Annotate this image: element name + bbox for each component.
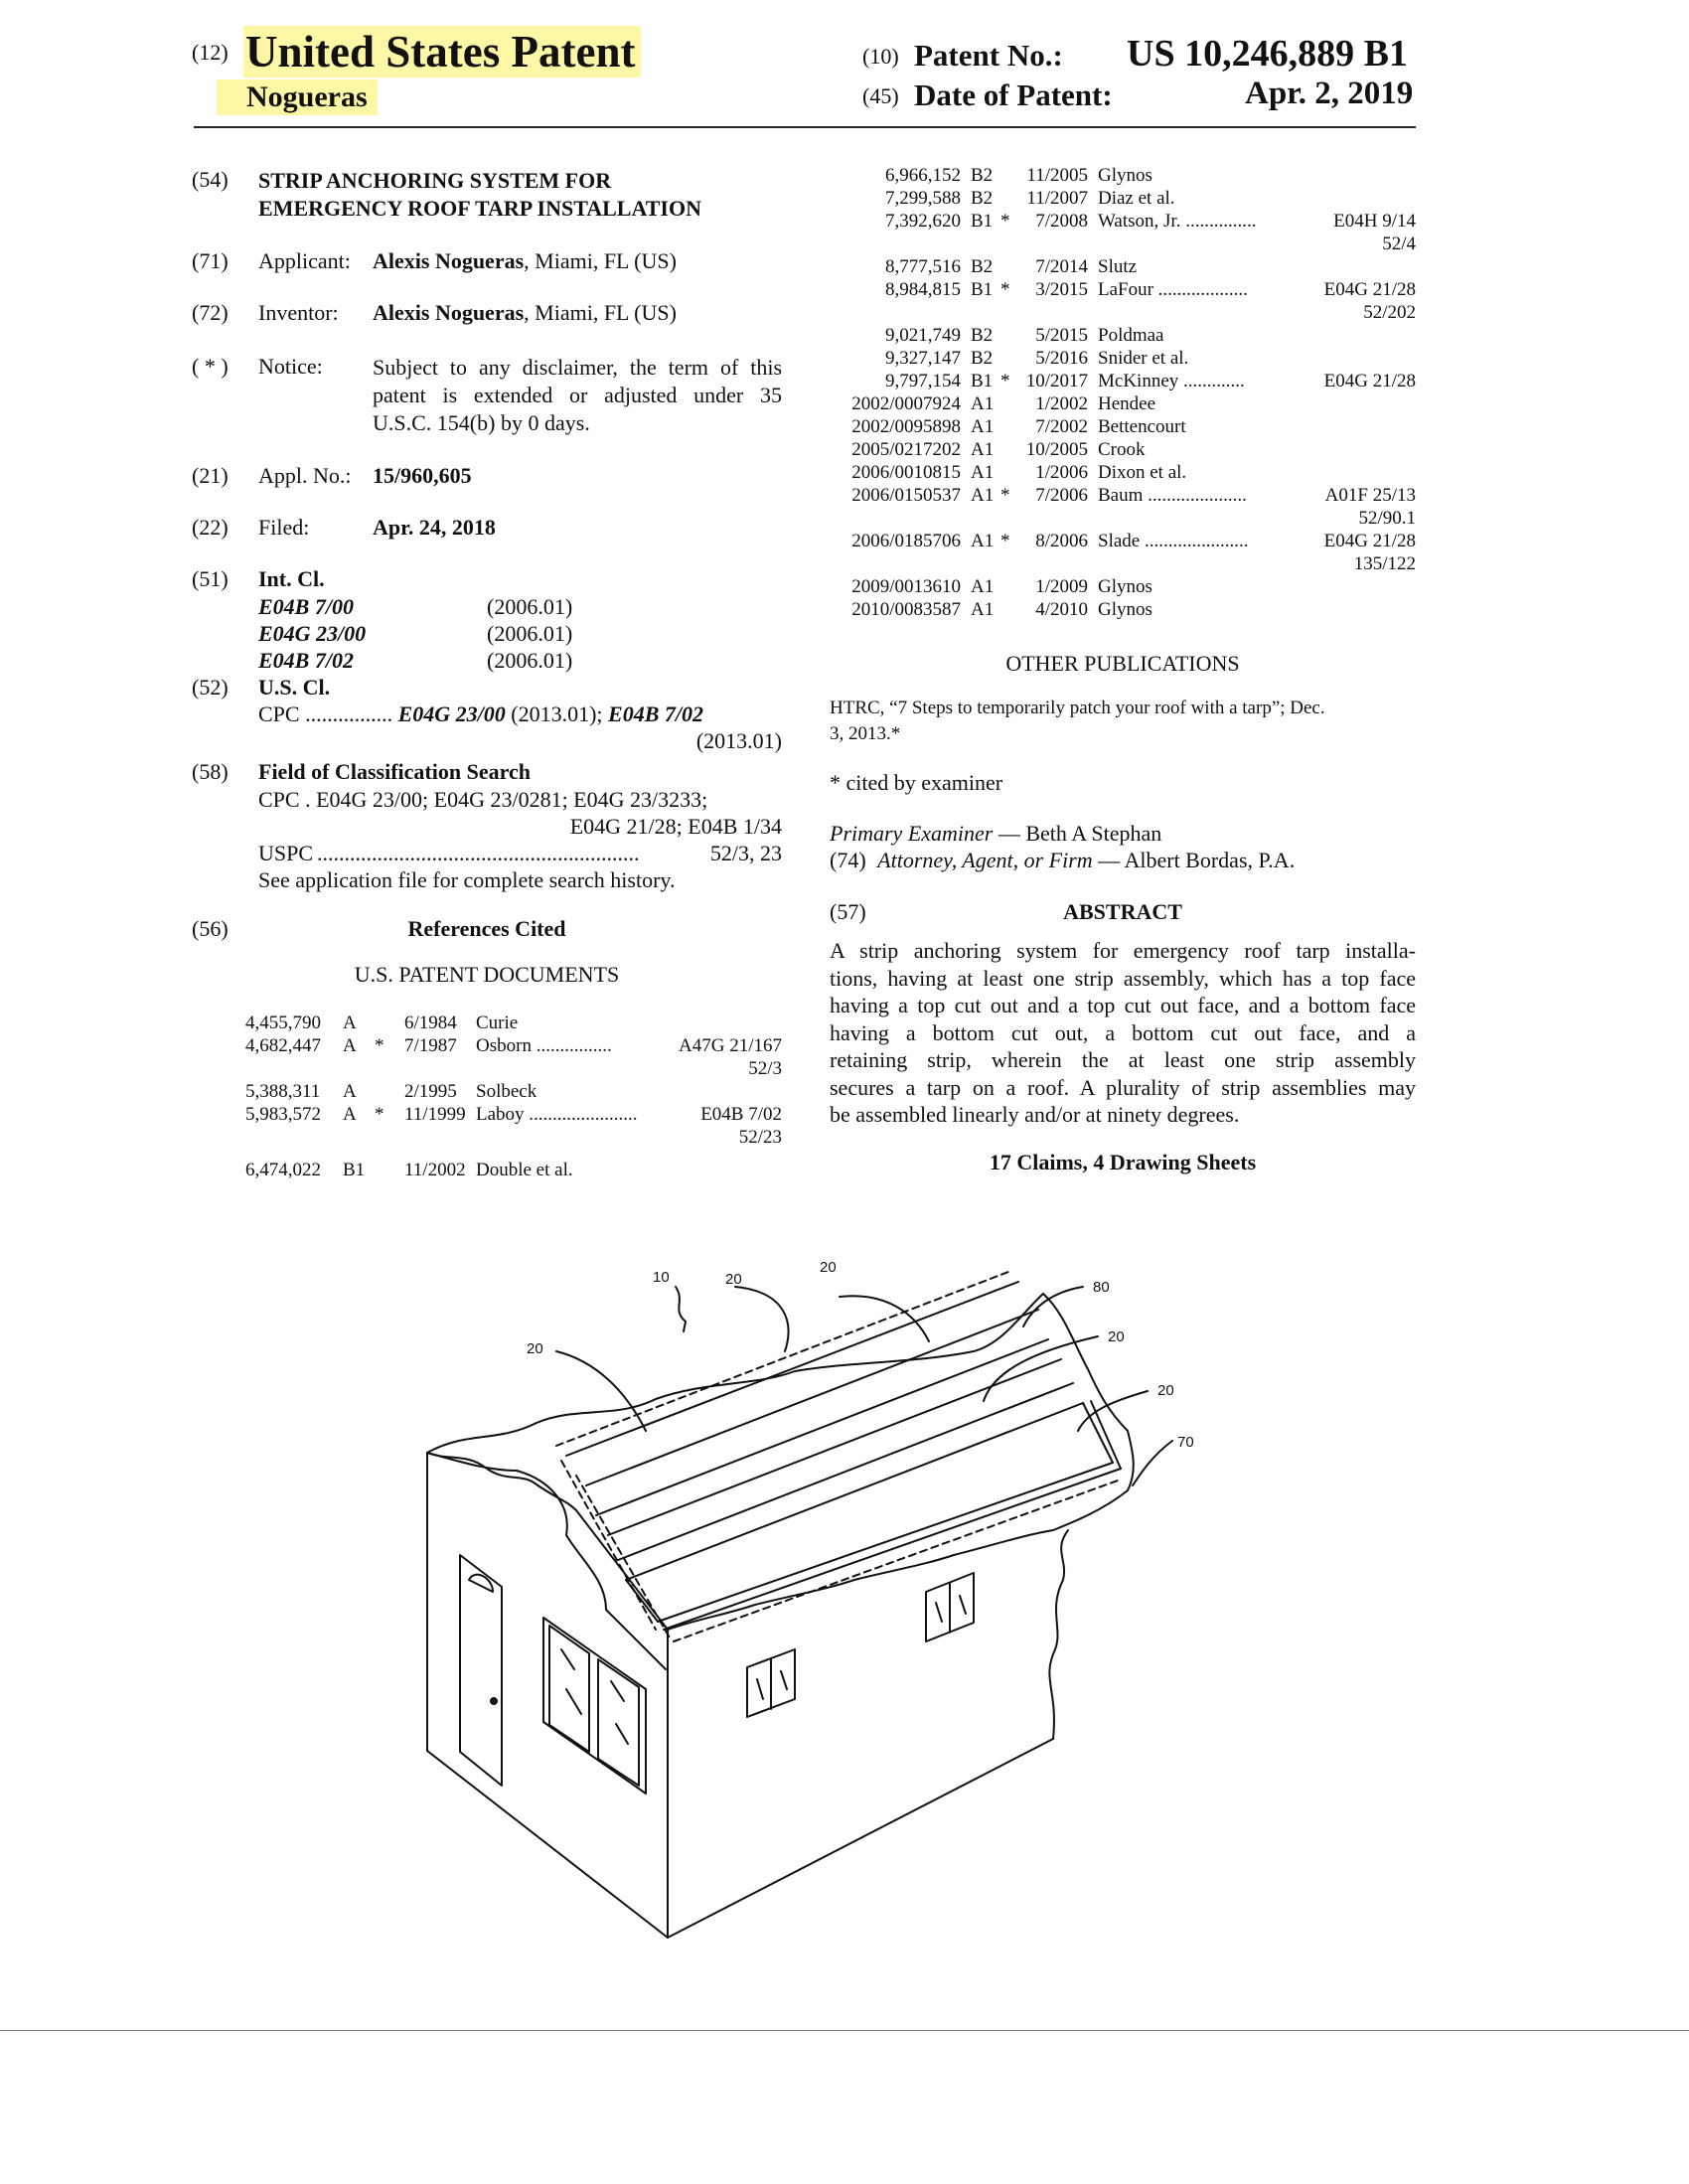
ref-date: 5/2016 xyxy=(1035,348,1088,369)
ref-date: 7/2008 xyxy=(1035,211,1088,232)
ref-kind: B1 xyxy=(343,1160,366,1180)
cpc-dots: ................ xyxy=(305,702,393,726)
intcl-code: (51) xyxy=(192,566,229,591)
leader-line xyxy=(1023,1287,1083,1326)
front-window-2 xyxy=(926,1573,974,1641)
ref-number: 7,299,588 xyxy=(885,188,961,209)
abstract-line: be assembled linearly and/or at ninety degrees. xyxy=(830,1102,1240,1127)
leader-line xyxy=(1078,1391,1148,1431)
ref-number: 5,388,311 xyxy=(245,1081,321,1102)
other-pub-line-2: 3, 2013.* xyxy=(830,723,901,744)
drawing-label: 20 xyxy=(820,1259,837,1276)
inventor-code: (72) xyxy=(192,300,229,325)
notice-label: Notice: xyxy=(258,354,323,379)
ref-name: Glynos xyxy=(1098,165,1152,186)
intcl-class: E04B 7/00 xyxy=(258,594,354,619)
uspc-label: USPC xyxy=(258,841,314,865)
ref-name: Slutz xyxy=(1098,256,1138,277)
ref-name: Poldmaa xyxy=(1098,325,1164,346)
cpc-class-2: E04B 7/02 xyxy=(608,702,704,726)
ref-kind: B2 xyxy=(971,188,994,209)
ref-number: 8,777,516 xyxy=(885,256,961,277)
intcl-class: E04G 23/00 xyxy=(258,621,367,646)
ref-kind: B2 xyxy=(971,348,994,369)
drawing-label: 70 xyxy=(1177,1434,1194,1451)
strip-line xyxy=(566,1282,1018,1456)
leader-line xyxy=(1133,1441,1172,1485)
ref-name: McKinney ............. xyxy=(1098,371,1245,391)
applicant-code: (71) xyxy=(192,248,229,273)
ref-name: Glynos xyxy=(1098,599,1152,620)
ref-date: 2/1995 xyxy=(404,1081,457,1102)
gable-edge-left xyxy=(427,1751,668,1938)
front-wall-right-edge xyxy=(1049,1530,1068,1739)
ref-date: 3/2015 xyxy=(1035,279,1088,300)
ref-name: Solbeck xyxy=(476,1081,537,1102)
tarp-dashed-eave xyxy=(674,1481,1118,1641)
intcl-version: (2006.01) xyxy=(487,594,573,619)
ref-name: Laboy ....................... xyxy=(476,1104,638,1125)
ref-date: 8/2006 xyxy=(1035,531,1088,551)
ref-name: Watson, Jr. ............... xyxy=(1098,211,1257,232)
refs-label: References Cited xyxy=(407,916,566,941)
title-code: (54) xyxy=(192,167,229,192)
window-frame xyxy=(543,1618,646,1794)
ref-kind: B2 xyxy=(971,256,994,277)
uspc-dots: ........................................................... xyxy=(317,841,640,865)
abstract-line: A strip anchoring system for emergency roof tarp installa- xyxy=(830,938,1416,963)
ref-subclass: 52/90.1 xyxy=(1358,508,1416,529)
strip-line xyxy=(586,1310,1038,1485)
intcl-version: (2006.01) xyxy=(487,621,573,646)
ref-subclass: 52/3 xyxy=(748,1058,782,1079)
notice-line-2: patent is extended or adjusted under 35 xyxy=(373,383,782,407)
tarp-panel-lower-2 xyxy=(664,1469,1121,1630)
cpc-label: CPC xyxy=(258,702,300,726)
ref-class: E04G 21/28 xyxy=(1323,279,1416,300)
leader-line xyxy=(735,1287,788,1351)
ref-class: A47G 21/167 xyxy=(679,1035,782,1056)
ref-star: * xyxy=(1000,531,1010,551)
ref-name: Crook xyxy=(1098,439,1146,460)
ref-kind: A xyxy=(343,1081,357,1102)
claims-line: 17 Claims, 4 Drawing Sheets xyxy=(989,1150,1257,1174)
scan-edge-line xyxy=(0,2030,1689,2031)
ref-date: 6/1984 xyxy=(404,1013,457,1033)
tarp-panel-side xyxy=(1083,1403,1113,1463)
ref-name: Snider et al. xyxy=(1098,348,1189,369)
field-line-4: See application file for complete search history. xyxy=(258,867,676,892)
ref-date: 7/2014 xyxy=(1035,256,1088,277)
title-line-1: STRIP ANCHORING SYSTEM FOR xyxy=(258,168,612,193)
ref-number: 2006/0185706 xyxy=(851,531,961,551)
drawing-label: 10 xyxy=(653,1269,670,1286)
applicant-location: , Miami, FL (US) xyxy=(524,248,677,273)
ref-date: 1/2002 xyxy=(1035,393,1088,414)
ref-kind: A1 xyxy=(971,439,995,460)
ref-name: Dixon et al. xyxy=(1098,462,1187,483)
date-label: Date of Patent: xyxy=(914,78,1113,112)
ref-name: Hendee xyxy=(1098,393,1156,414)
window-glint xyxy=(561,1649,628,1744)
ref-kind: B2 xyxy=(971,165,994,186)
ref-star: * xyxy=(1000,371,1010,391)
uscl-code: (52) xyxy=(192,675,229,700)
ref-class: A01F 25/13 xyxy=(1324,485,1416,506)
filed-code: (22) xyxy=(192,515,229,540)
leader-line xyxy=(556,1351,646,1431)
front-wall-base xyxy=(668,1739,1053,1938)
ref-date: 7/1987 xyxy=(404,1035,457,1056)
ref-date: 11/2007 xyxy=(1026,188,1088,209)
ref-number: 2002/0007924 xyxy=(851,393,961,414)
ref-kind: A1 xyxy=(971,531,995,551)
tarp-top-edge xyxy=(427,1294,1043,1453)
abstract-line: tions, having at least one strip assembly, which has a top face xyxy=(830,965,1416,991)
patent-no-label: Patent No.: xyxy=(914,38,1063,73)
ref-number: 2009/0013610 xyxy=(851,576,961,597)
ref-number: 2010/0083587 xyxy=(851,599,961,620)
ref-kind: A1 xyxy=(971,393,995,414)
ref-star: * xyxy=(375,1104,384,1125)
ref-date: 11/2002 xyxy=(404,1160,466,1180)
ref-star: * xyxy=(1000,279,1010,300)
ref-kind: A1 xyxy=(971,416,995,437)
ref-date: 11/1999 xyxy=(404,1104,466,1125)
attorney-code: (74) xyxy=(830,848,866,872)
field-code: (58) xyxy=(192,759,229,784)
abstract-line: retaining strip, wherein the at least one strip assembly xyxy=(830,1047,1416,1072)
notice-code: ( * ) xyxy=(192,354,229,379)
inventor-location: , Miami, FL (US) xyxy=(524,300,677,325)
door xyxy=(460,1555,502,1786)
ref-name: Baum ..................... xyxy=(1098,485,1247,506)
notice-line-1: Subject to any disclaimer, the term of this xyxy=(373,355,782,380)
ref-kind: A1 xyxy=(971,462,995,483)
title-line-2: EMERGENCY ROOF TARP INSTALLATION xyxy=(258,196,701,221)
field-line-1: CPC . E04G 23/00; E04G 23/0281; E04G 23/3233; xyxy=(258,787,708,812)
ref-number: 5,983,572 xyxy=(245,1104,321,1125)
leader-line xyxy=(676,1287,686,1331)
cited-note: * cited by examiner xyxy=(830,770,1003,795)
field-line-2: E04G 21/28; E04B 1/34 xyxy=(569,814,782,839)
front-window-1 xyxy=(747,1649,795,1717)
ref-kind: B1 xyxy=(971,371,994,391)
drawing-label: 20 xyxy=(527,1340,543,1357)
filed-date: Apr. 24, 2018 xyxy=(373,515,496,540)
attorney-label: Attorney, Agent, or Firm xyxy=(877,848,1093,872)
uscl-label: U.S. Cl. xyxy=(258,675,331,700)
ref-number: 2006/0150537 xyxy=(851,485,961,506)
intcl-label: Int. Cl. xyxy=(258,566,325,591)
usdocs-label: U.S. PATENT DOCUMENTS xyxy=(354,962,620,987)
field-label: Field of Classification Search xyxy=(258,759,531,784)
ref-date: 1/2006 xyxy=(1035,462,1088,483)
ref-kind: B1 xyxy=(971,211,994,232)
intcl-class: E04B 7/02 xyxy=(258,648,354,673)
ref-subclass: 52/202 xyxy=(1363,302,1416,323)
abstract-line: having a top cut out and a top cut out face, and a bottom face xyxy=(830,993,1416,1017)
ref-date: 1/2009 xyxy=(1035,576,1088,597)
notice-line-3: U.S.C. 154(b) by 0 days. xyxy=(373,410,590,435)
ref-number: 7,392,620 xyxy=(885,211,961,232)
ref-number: 2006/0010815 xyxy=(851,462,961,483)
ref-date: 7/2006 xyxy=(1035,485,1088,506)
cpc-version-1: (2013.01); xyxy=(505,702,609,726)
tarp-right-edge xyxy=(1043,1294,1134,1490)
appl-no: 15/960,605 xyxy=(373,463,472,488)
ref-class: E04G 21/28 xyxy=(1323,371,1416,391)
ref-number: 4,455,790 xyxy=(245,1013,321,1033)
patent-no-code: (10) xyxy=(862,44,899,69)
ref-class: E04B 7/02 xyxy=(700,1104,782,1125)
cpc-class-1: E04G 23/00 xyxy=(397,702,506,726)
ref-date: 7/2002 xyxy=(1035,416,1088,437)
ref-class: E04H 9/14 xyxy=(1333,211,1416,232)
cpc-version-2: (2013.01) xyxy=(695,728,782,753)
ref-name: Glynos xyxy=(1098,576,1152,597)
ref-number: 9,021,749 xyxy=(885,325,961,346)
ref-number: 9,797,154 xyxy=(885,371,961,391)
appl-code: (21) xyxy=(192,463,229,488)
ref-date: 10/2017 xyxy=(1025,371,1088,391)
uspc-value: 52/3, 23 xyxy=(709,841,782,865)
attorney-name: — Albert Bordas, P.A. xyxy=(1092,848,1296,872)
ref-kind: A xyxy=(343,1104,357,1125)
ref-name: Slade ...................... xyxy=(1098,531,1249,551)
ref-name: Curie xyxy=(476,1013,519,1033)
drawing-label: 80 xyxy=(1093,1279,1110,1296)
leader-line xyxy=(984,1336,1098,1401)
strip-line xyxy=(596,1339,1048,1515)
abstract-line: having a bottom cut out, a bottom cut out face, and a xyxy=(830,1019,1416,1045)
ref-date: 5/2015 xyxy=(1035,325,1088,346)
inventor-label: Inventor: xyxy=(258,300,339,325)
ref-class: E04G 21/28 xyxy=(1323,531,1416,551)
abstract-line: secures a tarp on a roof. A plurality of strip assemblies may xyxy=(830,1074,1416,1100)
drawing-label: 20 xyxy=(1108,1328,1125,1345)
tarp-dashed-outline xyxy=(556,1272,1008,1639)
ref-kind: A1 xyxy=(971,485,995,506)
ref-kind: A1 xyxy=(971,599,995,620)
intcl-version: (2006.01) xyxy=(487,648,573,673)
drawing-label: 20 xyxy=(1157,1382,1174,1399)
ref-number: 6,474,022 xyxy=(245,1160,321,1180)
ref-kind: A xyxy=(343,1013,357,1033)
window-frame xyxy=(598,1659,639,1786)
other-pub-line-1: HTRC, “7 Steps to temporarily patch your roof with a tarp”; Dec. xyxy=(830,698,1325,718)
ref-number: 9,327,147 xyxy=(885,348,961,369)
ref-kind: B2 xyxy=(971,325,994,346)
ref-number: 6,966,152 xyxy=(885,165,961,186)
date-code: (45) xyxy=(862,83,899,108)
ref-name: Bettencourt xyxy=(1098,416,1186,437)
ref-subclass: 52/4 xyxy=(1382,234,1416,254)
ref-star: * xyxy=(375,1035,384,1056)
applicant-name: Alexis Nogueras xyxy=(373,248,525,273)
ref-number: 4,682,447 xyxy=(245,1035,321,1056)
applicant-label: Applicant: xyxy=(258,248,351,273)
appl-label: Appl. No.: xyxy=(258,463,352,488)
abstract-label: ABSTRACT xyxy=(1063,899,1182,924)
doc-kind-code: (12) xyxy=(192,40,229,65)
ref-date: 10/2005 xyxy=(1025,439,1088,460)
ref-star: * xyxy=(1000,211,1010,232)
ref-subclass: 135/122 xyxy=(1353,553,1416,574)
ref-name: LaFour ................... xyxy=(1098,279,1248,300)
other-pub-label: OTHER PUBLICATIONS xyxy=(1005,651,1240,676)
inventor-surname: Nogueras xyxy=(217,79,378,115)
patent-date: Apr. 2, 2019 xyxy=(1245,76,1414,111)
refs-code: (56) xyxy=(192,916,229,941)
examiner-name: — Beth A Stephan xyxy=(993,821,1162,846)
ref-star: * xyxy=(1000,485,1010,506)
ref-kind: B1 xyxy=(971,279,994,300)
ref-kind: A xyxy=(343,1035,357,1056)
inventor-name: Alexis Nogueras xyxy=(373,300,525,325)
ref-number: 2002/0095898 xyxy=(851,416,961,437)
ref-name: Diaz et al. xyxy=(1098,188,1175,209)
ref-date: 4/2010 xyxy=(1035,599,1088,620)
ref-number: 2005/0217202 xyxy=(851,439,961,460)
doc-kind: United States Patent xyxy=(243,26,641,78)
drawing-label: 20 xyxy=(725,1271,742,1288)
tarp-gable-edge xyxy=(427,1453,576,1510)
ref-number: 8,984,815 xyxy=(885,279,961,300)
ref-date: 11/2005 xyxy=(1026,165,1088,186)
door-knob xyxy=(491,1698,497,1704)
ref-kind: A1 xyxy=(971,576,995,597)
filed-label: Filed: xyxy=(258,515,310,540)
examiner-label: Primary Examiner xyxy=(830,821,994,846)
ref-subclass: 52/23 xyxy=(738,1127,782,1148)
ref-name: Double et al. xyxy=(476,1160,573,1180)
patent-no: US 10,246,889 B1 xyxy=(1127,33,1408,75)
ref-name: Osborn ................ xyxy=(476,1035,612,1056)
abstract-code: (57) xyxy=(830,899,866,924)
gable-wall-wavy xyxy=(427,1453,666,1669)
